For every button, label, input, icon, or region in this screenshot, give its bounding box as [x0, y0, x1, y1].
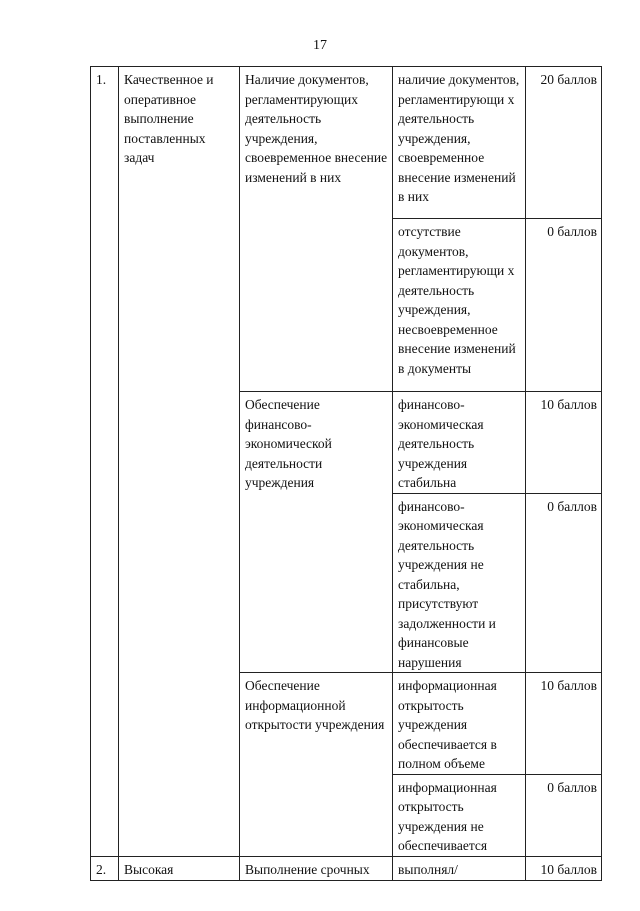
- criterion-cell: Высокая: [119, 856, 240, 880]
- condition-cell: выполнял/: [393, 856, 526, 880]
- row-number: 1.: [91, 67, 119, 857]
- score-cell: 10 баллов: [526, 856, 602, 880]
- score-cell: 0 баллов: [526, 493, 602, 673]
- table-row: [91, 67, 602, 219]
- criterion-cell: Качественное и оперативное выполнение поставленных задач: [119, 67, 240, 857]
- criteria-table: [90, 66, 602, 881]
- score-cell: 10 баллов: [526, 673, 602, 775]
- condition-cell: финансово-экономическая деятельность учреждения стабильна: [393, 392, 526, 494]
- score-cell: 0 баллов: [526, 774, 602, 856]
- score-cell: 0 баллов: [526, 219, 602, 392]
- condition-cell: отсутствие документов, регламентирующи х деятельность учреждения, несвоевременное внесение изменений в документы: [393, 219, 526, 392]
- indicator-cell: Выполнение срочных: [240, 856, 393, 880]
- score-cell: 20 баллов: [526, 67, 602, 219]
- indicator-cell: Наличие документов, регламентирующих деятельность учреждения, своевременное внесение изменений в них: [240, 67, 393, 392]
- indicator-cell: Обеспечение информационной открытости учреждения: [240, 673, 393, 857]
- row-number: 2.: [91, 856, 119, 880]
- page-number: 17: [313, 38, 327, 53]
- condition-cell: информационная открытость учреждения обеспечивается в полном объеме: [393, 673, 526, 775]
- table-row: [91, 856, 602, 880]
- condition-cell: наличие документов, регламентирующи х деятельность учреждения, своевременное внесение изменений в них: [393, 67, 526, 219]
- indicator-cell: Обеспечение финансово-экономической деятельности учреждения: [240, 392, 393, 673]
- condition-cell: информационная открытость учреждения не обеспечивается: [393, 774, 526, 856]
- score-cell: 10 баллов: [526, 392, 602, 494]
- condition-cell: финансово-экономическая деятельность учреждения не стабильна, присутствуют задолженности и финансовые нарушения: [393, 493, 526, 673]
